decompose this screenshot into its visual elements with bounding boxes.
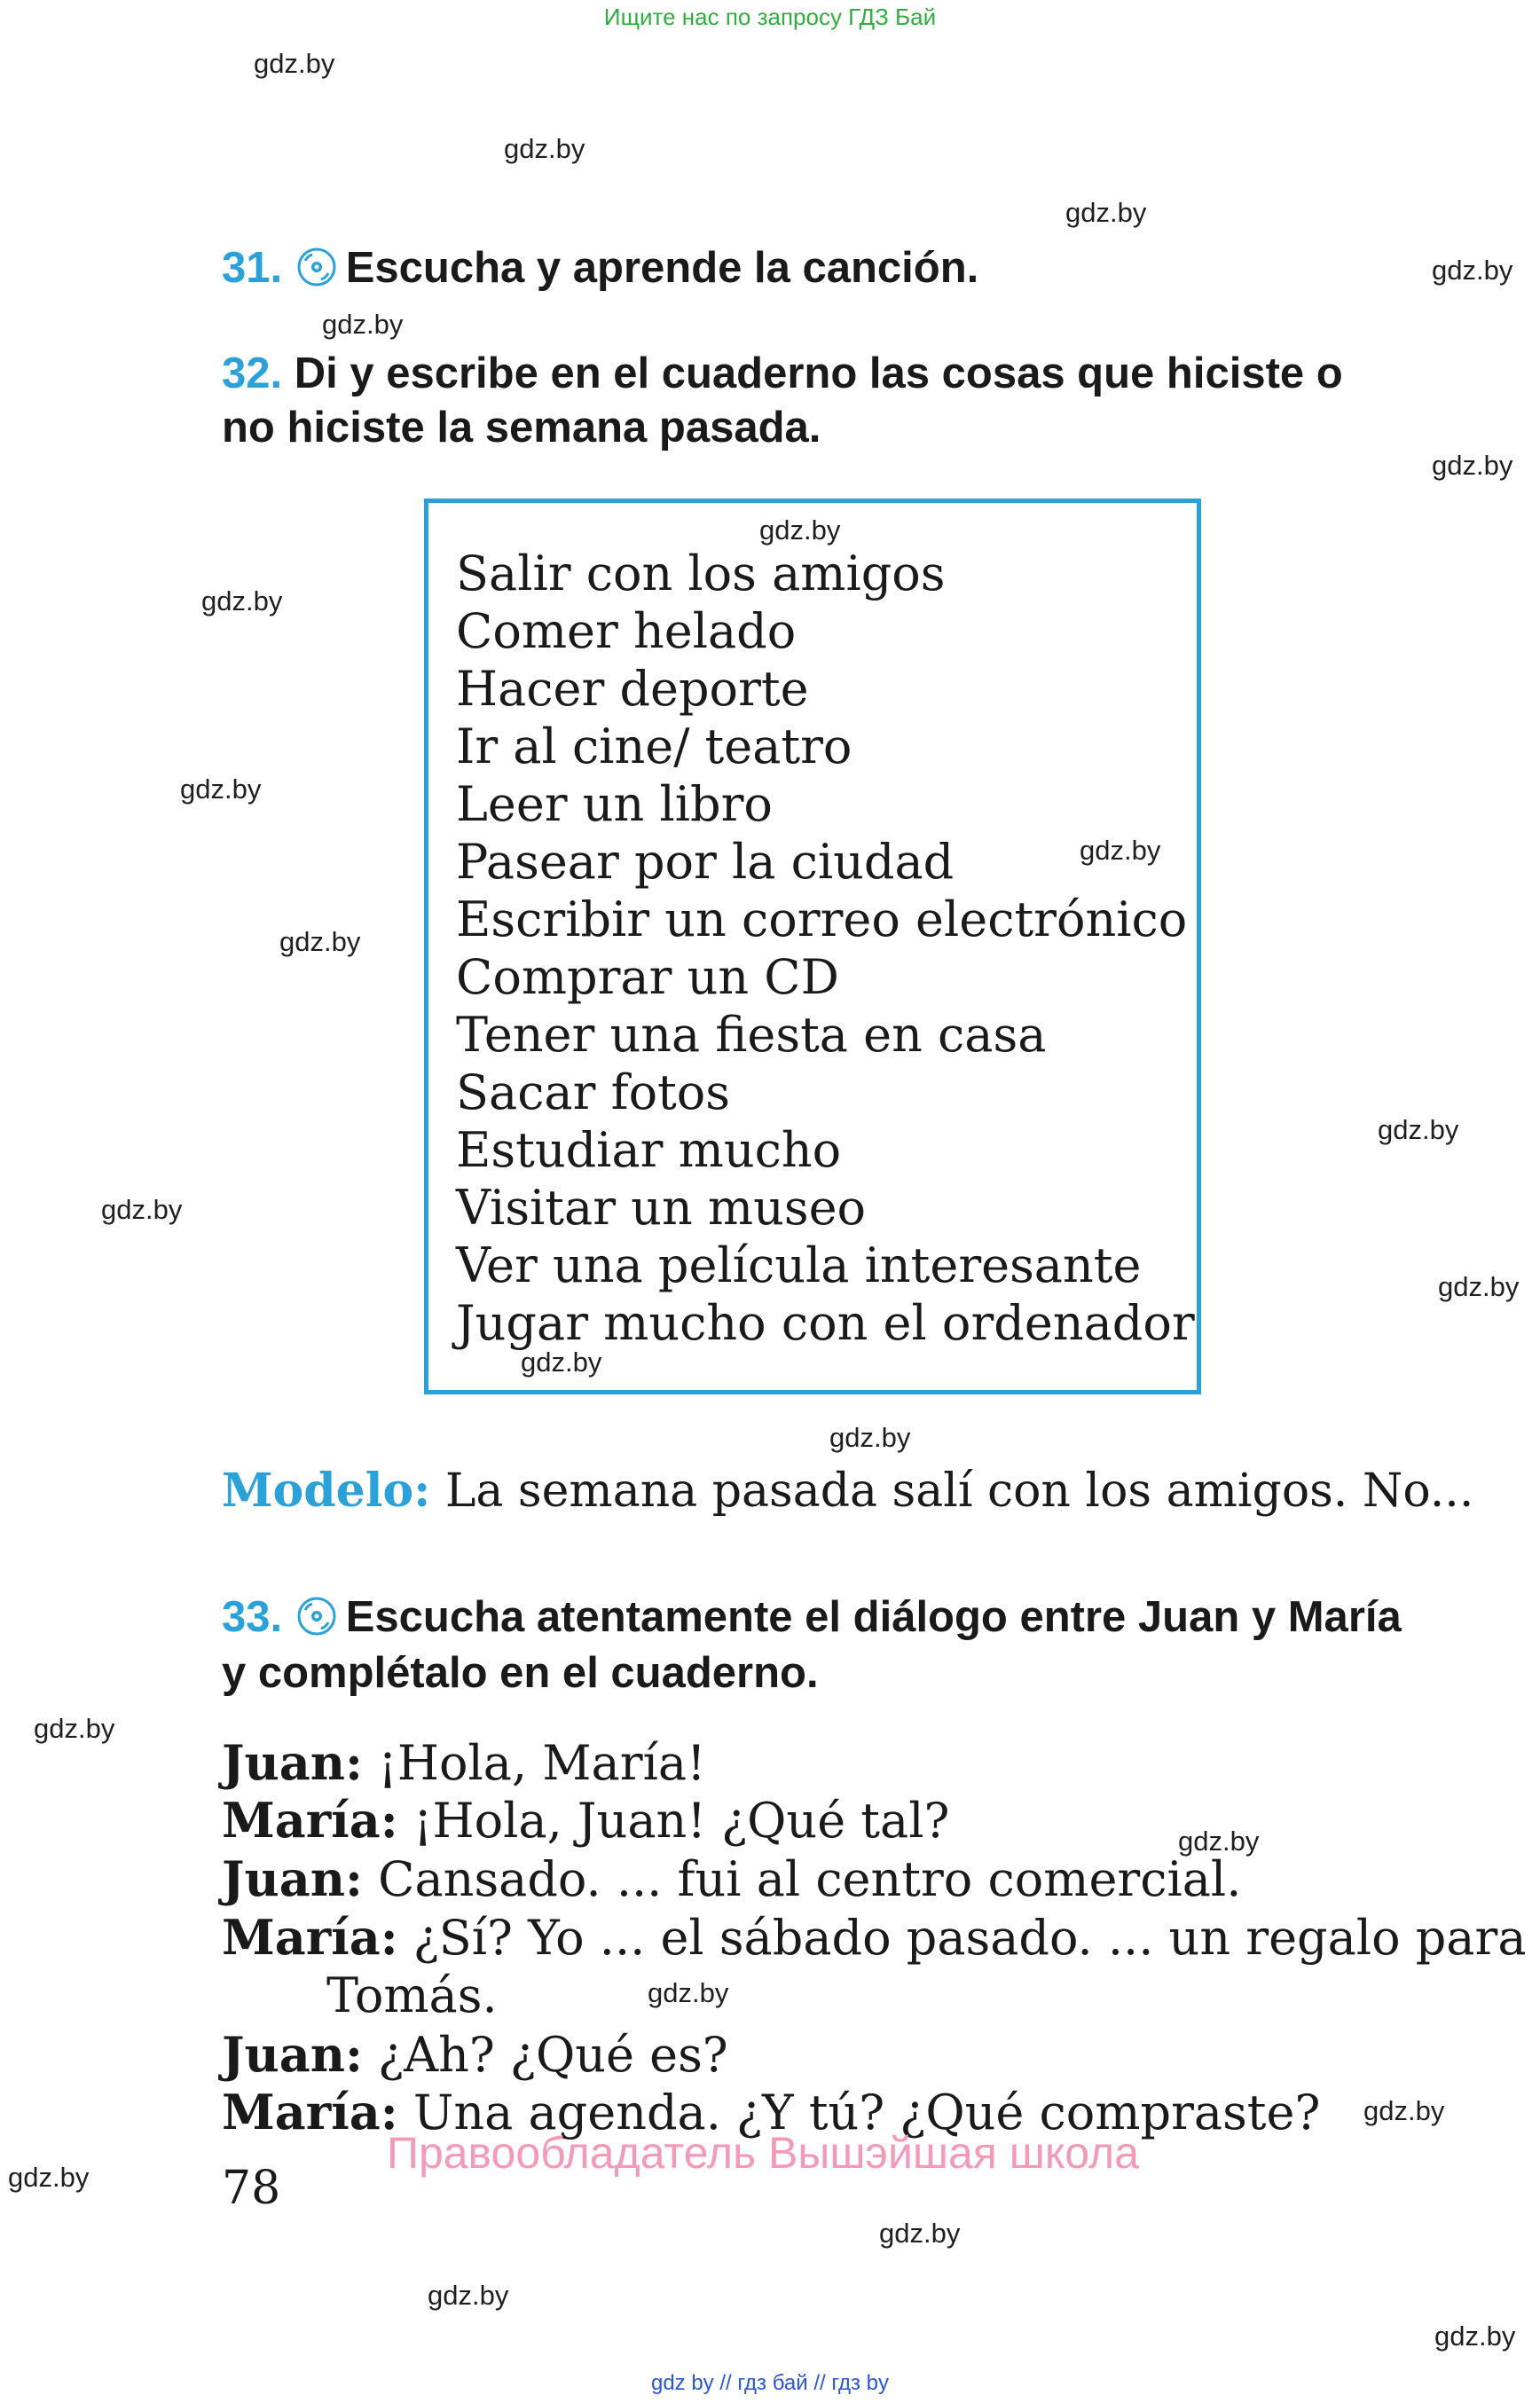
exercise-33-heading [222,1592,1402,1642]
exercise-title: Di y escribe en el cuaderno las cosas que hiciste o [294,349,1343,397]
list-item: Leer un libro [456,776,773,832]
watermark: gdz.by [1363,2095,1445,2126]
watermark: gdz.by [428,2280,509,2311]
watermark: gdz.by [1432,450,1513,481]
model-example [222,1464,1473,1518]
speaker-label: María: [222,1792,398,1849]
top-banner[interactable]: Ищите нас по запросу ГДЗ Бай [603,4,937,30]
exercise-number: 32. [222,349,283,397]
exercise-title: Escucha atentamente el diálogo entre Juan y María [345,1593,1402,1641]
watermark: gdz.by [521,1347,602,1378]
dialogue-text: ¡Hola, María! [378,1735,706,1791]
speaker-label: Juan: [222,1850,363,1907]
watermark: gdz.by [648,1977,729,2008]
dialogue-line [222,1850,1241,1907]
bottom-banner[interactable]: gdz by // гдз бай // гдз by [650,2371,890,2395]
watermark: gdz.by [1378,1114,1459,1145]
list-item: Salir con los amigos [456,546,946,601]
dialogue-line [222,2026,728,2083]
list-item: Hacer deporte [456,661,809,717]
list-item: Jugar mucho con el ordenador [456,1295,1195,1351]
watermark: gdz.by [1080,835,1161,866]
model-label: Modelo: [222,1464,431,1518]
exercise-number: 31. [222,244,283,292]
watermark: gdz.by [254,48,335,79]
list-item: Ver una película interesante [456,1237,1142,1293]
cd-disc-icon[interactable] [296,247,337,287]
watermark: gdz.by [1178,1826,1260,1857]
dialogue-line [222,1909,1527,1966]
watermark: gdz.by [504,133,585,164]
watermark: gdz.by [1432,255,1513,286]
list-item: Visitar un museo [456,1180,867,1236]
copyright-holder: Правообладатель Вышэйшая школа [387,2128,1139,2178]
watermark: gdz.by [1438,1271,1520,1302]
list-item: Escribir un correo electrónico [456,891,1188,947]
exercise-number: 33. [222,1593,283,1641]
dialogue-text: ¡Hola, Juan! ¿Qué tal? [412,1793,950,1849]
exercise-31-heading [222,243,978,293]
dialogue-line-continuation: Tomás. [326,1967,498,2023]
watermark: gdz.by [829,1422,911,1453]
list-item: Comer helado [456,603,797,659]
watermark: gdz.by [279,926,361,957]
list-item: Estudiar mucho [456,1122,842,1178]
watermark: gdz.by [879,2218,961,2249]
dialogue-line [222,1734,706,1791]
activity-list [456,545,1195,1352]
list-item: Tener una fiesta en casa [456,1007,1047,1063]
dialogue-text: ¿Ah? ¿Qué es? [378,2027,728,2083]
list-item: Sacar fotos [456,1064,731,1120]
dialogue-text: ¿Sí? Yo ... el sábado pasado. ... un regalo para [412,1910,1527,1966]
page-number: 78 [222,2162,281,2215]
watermark: gdz.by [34,1713,115,1744]
dialogue-text: Cansado. ... fui al centro comercial. [378,1851,1242,1907]
dialogue-text: Una agenda. ¿Y tú? ¿Qué compraste? [412,2085,1321,2140]
speaker-label: Juan: [222,1734,363,1791]
model-text: La semana pasada salí con los amigos. No... [444,1465,1474,1518]
dialogue-line [222,1792,949,1849]
list-item: Comprar un CD [456,949,839,1005]
exercise-32-heading [222,349,1343,398]
exercise-32-heading-line2: no hiciste la semana pasada. [222,404,821,452]
list-item: Ir al cine/ teatro [456,719,852,774]
watermark: gdz.by [1434,2321,1516,2352]
speaker-label: Juan: [222,2026,363,2083]
exercise-title: Escucha y aprende la canción. [345,244,979,292]
speaker-label: María: [222,2084,398,2140]
exercise-33-heading-line2: y complétalo en el cuaderno. [222,1649,819,1697]
watermark: gdz.by [8,2162,90,2193]
list-item: Pasear por la ciudad [456,834,955,890]
watermark: gdz.by [201,585,283,616]
watermark: gdz.by [322,309,404,340]
speaker-label: María: [222,1909,398,1966]
watermark: gdz.by [759,514,841,546]
watermark: gdz.by [101,1194,183,1225]
watermark: gdz.by [180,774,262,805]
cd-disc-icon[interactable] [296,1596,337,1637]
watermark: gdz.by [1065,197,1147,228]
